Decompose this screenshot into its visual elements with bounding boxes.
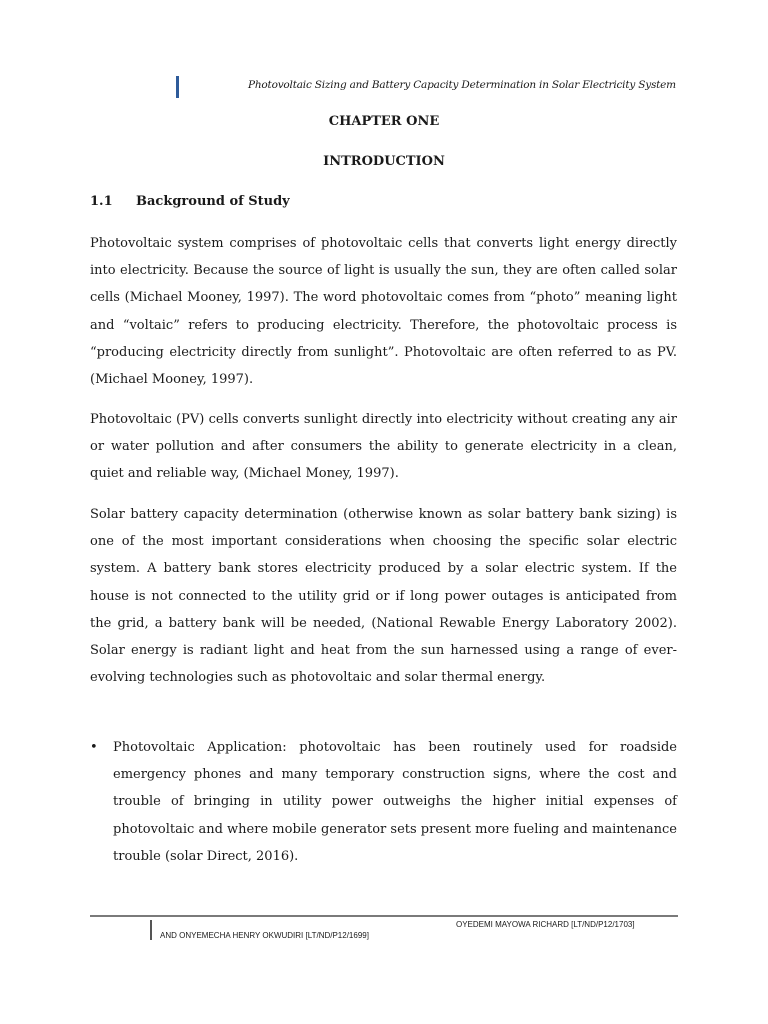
chapter-label: CHAPTER ONE bbox=[328, 114, 440, 129]
running-header-title: Photovoltaic Sizing and Battery Capacity Determination in Solar Electricity System bbox=[248, 79, 676, 91]
bullet-list-item bbox=[90, 734, 677, 870]
chapter-title: INTRODUCTION bbox=[323, 154, 445, 169]
footer-author-1: OYEDEMI MAYOWA RICHARD [LT/ND/P12/1703] bbox=[456, 920, 635, 929]
header-accent-bar bbox=[176, 76, 179, 98]
section-heading bbox=[90, 194, 290, 209]
bullet-text: Photovoltaic Application: photovoltaic has been routinely used for roadside emergency phones and many temporary construction signs, where the cost and trouble of bringing in utility power outweighs the higher initial expenses of photovoltaic and where mobile generator sets present more fueling and maintenance trouble (solar Direct, 2016). bbox=[113, 740, 677, 864]
bullet-icon: • bbox=[90, 740, 98, 755]
paragraph-3: Solar battery capacity determination (otherwise known as solar battery bank sizing) is one of the most important considerations when choosing the specific solar electric system. A battery bank stores electricity produced by a solar electric system. If the house is not connected to the utility grid or if long power outages is anticipated from the grid, a battery bank will be needed, (National Rewable Energy Laboratory 2002). Solar energy is radiant light and heat from the sun harnessed using a range of ever-evolving technologies such as photovoltaic and solar thermal energy. bbox=[90, 507, 677, 686]
footer-accent-bar bbox=[150, 920, 152, 940]
footer-author-2: AND ONYEMECHA HENRY OKWUDIRI [LT/ND/P12/1699] bbox=[160, 931, 369, 940]
section-title: Background of Study bbox=[136, 194, 290, 209]
footer-divider bbox=[90, 915, 678, 917]
paragraph-2: Photovoltaic (PV) cells converts sunlight directly into electricity without creating any air or water pollution and after consumers the ability to generate electricity in a clean, quiet and reliable way, (Michael Money, 1997). bbox=[90, 412, 677, 482]
paragraph-1: Photovoltaic system comprises of photovoltaic cells that converts light energy directly into electricity. Because the source of light is usually the sun, they are often called solar cells (Michael Mooney, 1997). The word photovoltaic comes from “photo” meaning light and “voltaic” refers to producing electricity. Therefore, the photovoltaic process is “producing electricity directly from sunlight”. Photovoltaic are often referred to as PV. (Michael Mooney, 1997). bbox=[90, 236, 677, 388]
section-number: 1.1 bbox=[90, 194, 113, 209]
